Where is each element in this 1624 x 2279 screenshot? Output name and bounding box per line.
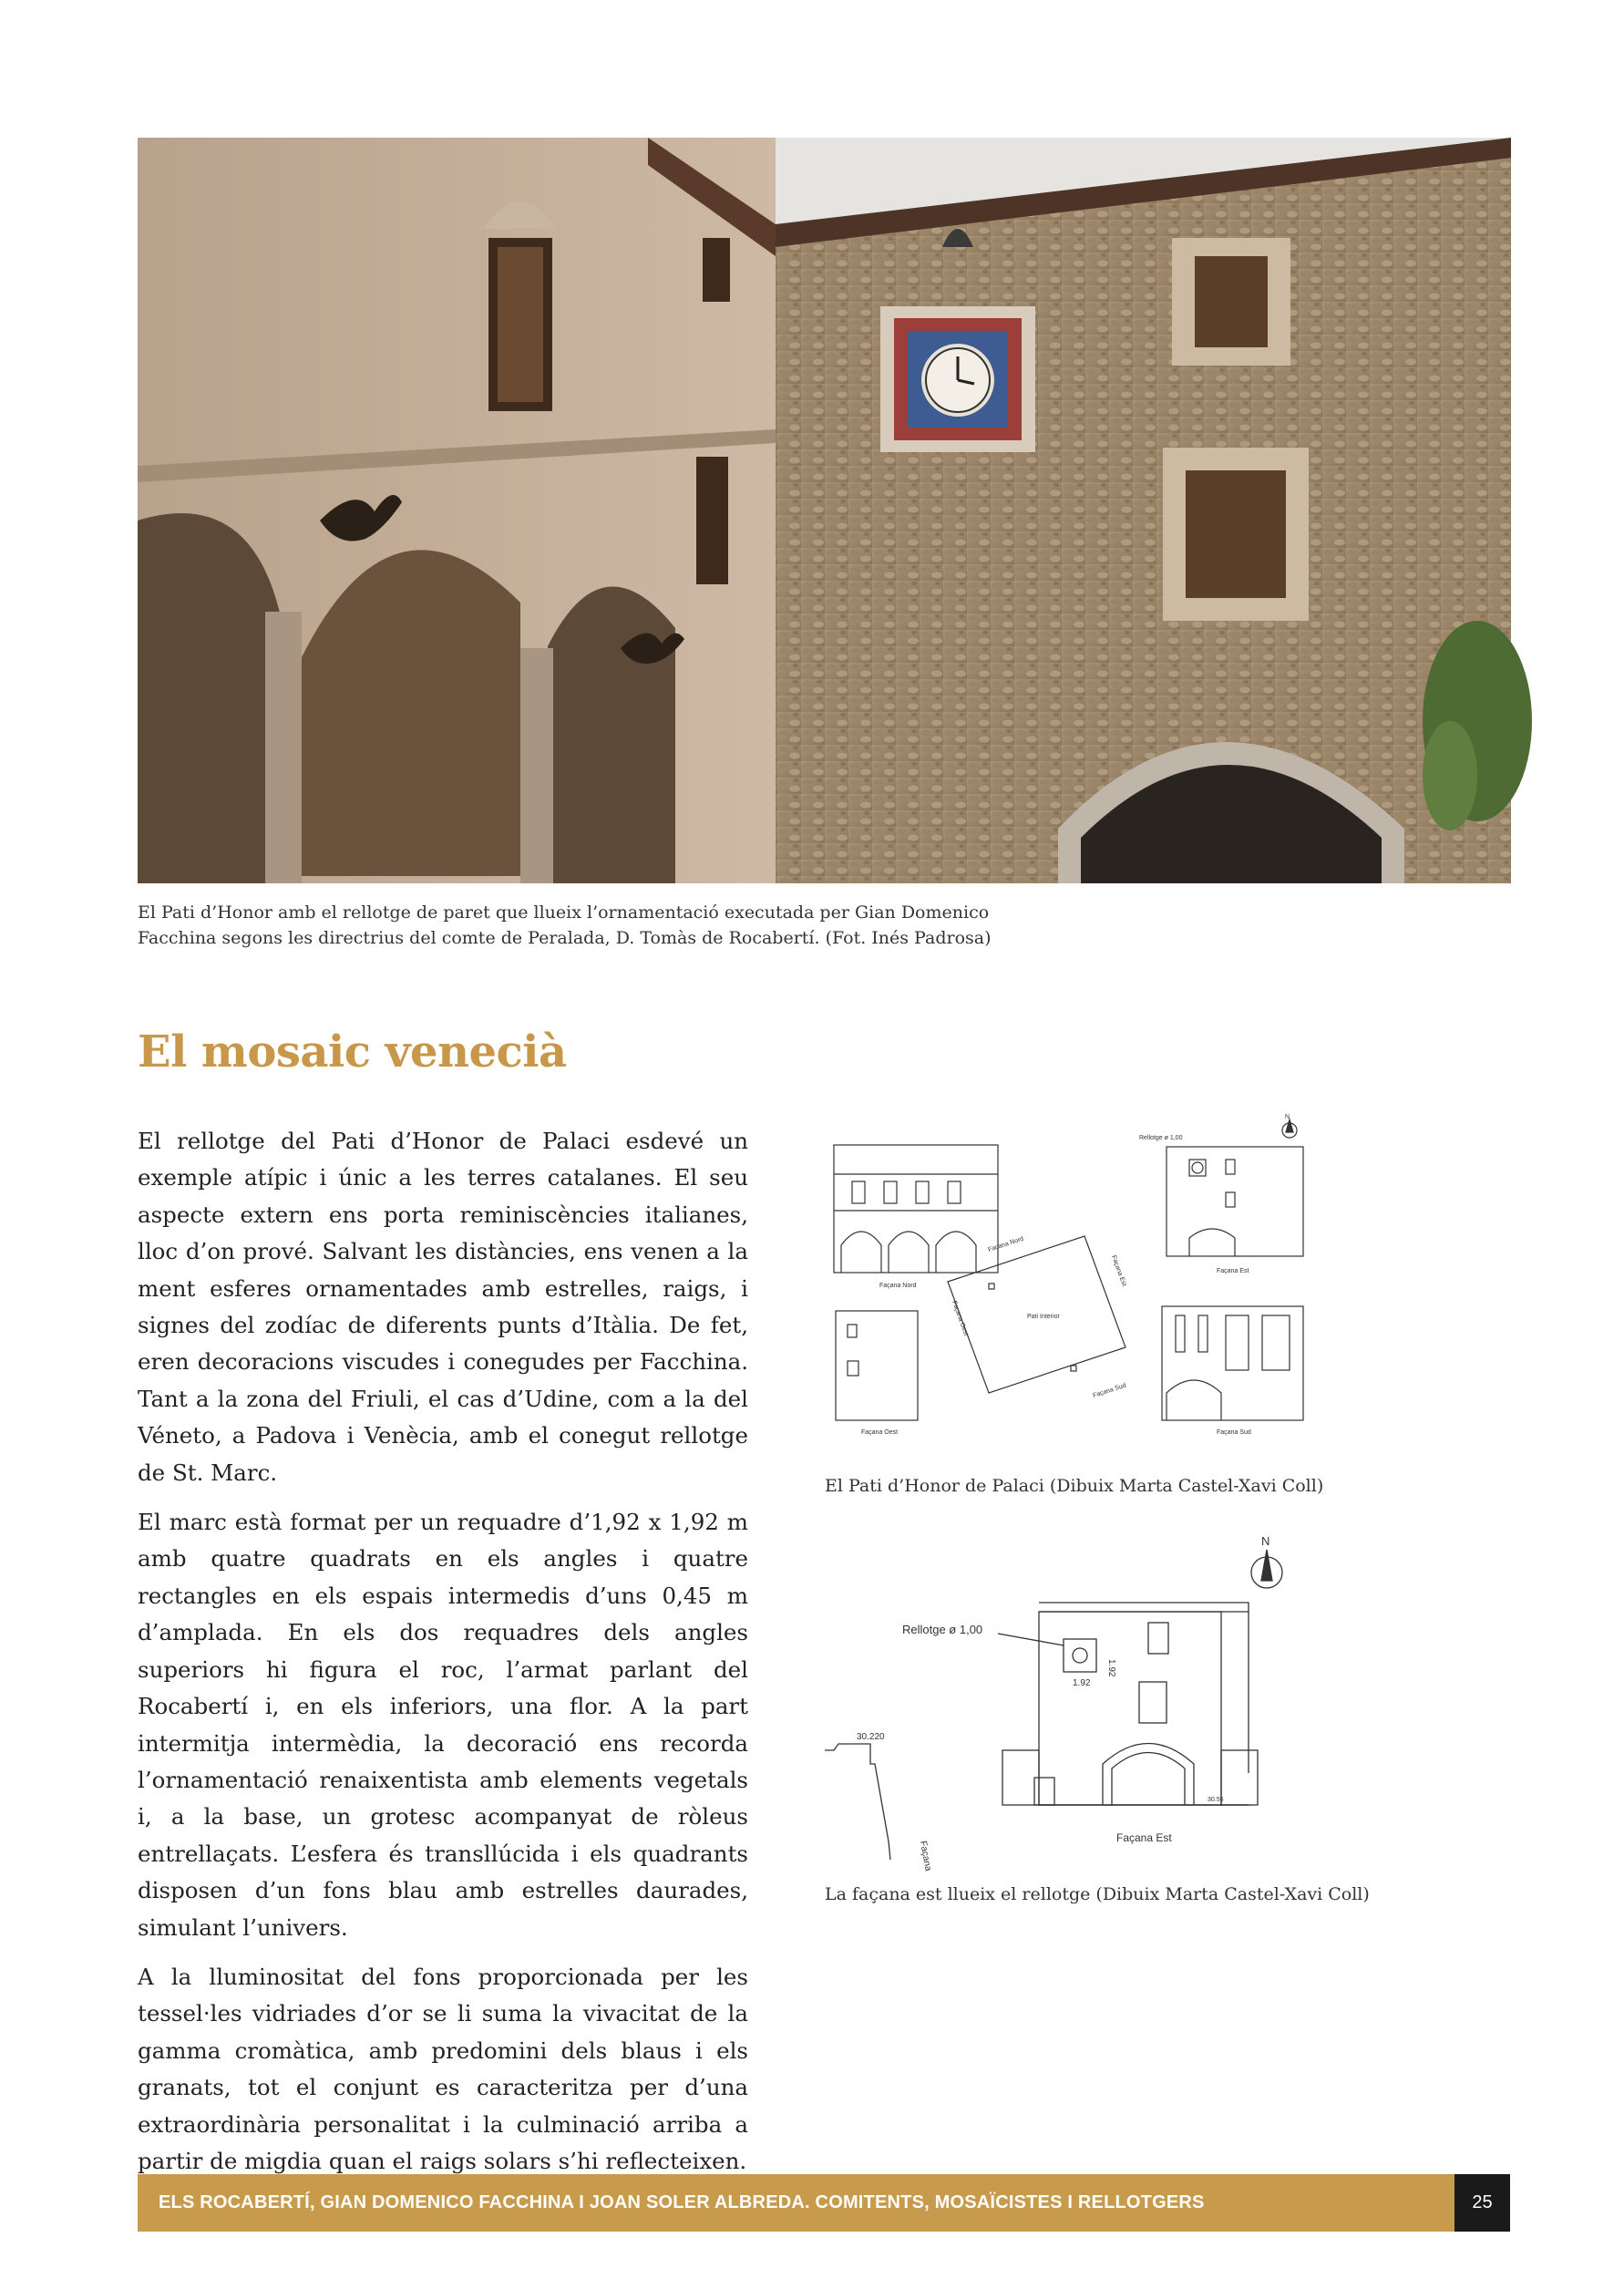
side-profile — [825, 1744, 890, 1860]
label-rellotge: Rellotge ø 1,00 — [1139, 1135, 1183, 1141]
building-roof-line — [1039, 1603, 1249, 1773]
section-title: El mosaic venecià — [138, 1026, 567, 1078]
facade-nord-outline — [834, 1145, 998, 1273]
label-facade-nord-rot: Façana Nord — [987, 1235, 1025, 1253]
paragraph-2: El marc està format per un requadre d’1,92 x 1,92 m amb quatre quadrats en els angles i quatre rectangles en els espais intermedis d’uns 0,45 m d’amplada. En els dos requadres dels angles superiors hi figura el roc, l’armat parlant del Rocabertí i, en els inferiors, una flor. A la part intermitja intermèdia, la decoració ens recorda l’ornamentació renaixentista amb elements vegetals i, a la base, un grotesc acompanyat de ròleus entrellaçats. L’esfera és transllúcida i els quadrants disposen d’un fons blau amb estrelles daurades, simulant l’univers. — [138, 1509, 748, 1941]
facade-sud-outline — [1162, 1306, 1303, 1420]
east-facade-svg — [816, 1531, 1312, 1873]
footer-title: ELS ROCABERTÍ, GIAN DOMENICO FACCHINA I JOAN SOLER ALBREDA. COMITENTS, MOSAÏCISTES I RELLOTGERS — [159, 2192, 1205, 2212]
label-pati: Pati Interior — [1027, 1314, 1060, 1320]
courtyard-photo-illustration — [138, 138, 1511, 883]
label-facade-oest: Façana Oest — [861, 1429, 899, 1436]
drawing-2-rellotge-label: Rellotge ø 1,00 — [902, 1623, 983, 1636]
north-label-2: N — [1261, 1534, 1270, 1548]
level-1: 30.220 — [857, 1732, 885, 1742]
photo-caption-line-1: El Pati d’Honor amb el rellotge de paret que llueix l’ornamentació executada per Gian Domenico — [138, 902, 990, 923]
dim-2: 1.92 — [1106, 1659, 1116, 1677]
body-text — [138, 1123, 748, 2192]
label-facade-sud: Façana Sud — [1217, 1429, 1251, 1436]
clock-square — [1064, 1639, 1096, 1672]
photo-caption — [138, 900, 1049, 951]
east-facade-drawing — [816, 1531, 1312, 1873]
label-facade-nord: Façana Nord — [879, 1283, 917, 1289]
drawing-2-caption: La façana est llueix el rellotge (Dibuix Marta Castel-Xavi Coll) — [825, 1884, 1370, 1904]
north-label-1: N — [1285, 1114, 1290, 1120]
photo-caption-line-2: Facchina segons les directrius del comte de Peralada, D. Tomàs de Rocabertí. (Fot. Inés Padrosa) — [138, 928, 992, 948]
drawing-1-caption: El Pati d’Honor de Palaci (Dibuix Marta Castel-Xavi Coll) — [825, 1476, 1324, 1496]
courtyard-elevations-svg — [825, 1114, 1317, 1439]
courtyard-elevations-drawing — [825, 1114, 1317, 1439]
level-2: 30.56 — [1208, 1797, 1224, 1803]
label-facade-est-rot: Façana Est — [1110, 1254, 1127, 1287]
dim-1: 1.92 — [1073, 1678, 1091, 1688]
footer-bar — [138, 2174, 1510, 2232]
facade-label: Façana Est — [1116, 1831, 1172, 1844]
side-label: Façana — [918, 1840, 933, 1872]
label-facade-est: Façana Est — [1217, 1268, 1249, 1274]
page-number: 25 — [1454, 2174, 1510, 2232]
paragraph-3: A la lluminositat del fons proporcionada per les tessel·les vidriades d’or se li suma la vivacitat de la gamma cromàtica, amb predomini dels blaus i els granats, tot el conjunt es caracteritza per d’una extraordinària personalitat i la culminació arriba a partir de migdia quan el raigs solars s’hi reflecteixen. — [138, 1963, 748, 2174]
courtyard-photo — [138, 138, 1511, 883]
label-facade-oest-rot: Façana Oest — [951, 1300, 970, 1337]
label-facade-sud-rot: Façana Sud — [1092, 1382, 1127, 1399]
paragraph-1: El rellotge del Pati d’Honor de Palaci esdevé un exemple atípic i únic a les terres catalanes. El seu aspecte extern ens porta reminiscències italianes, lloc d’on prové. Salvant les distàncies, ens venen a la ment esferes ornamentades amb estrelles, raigs, i signes del zodíac de diferents punts d’Itàlia. De fet, eren decoracions viscudes i conegudes per Facchina. Tant a la zona del Friuli, el cas d’Udine, com a la del Véneto, a Padova i Venècia, amb el conegut rellotge de St. Marc. — [138, 1128, 748, 1486]
